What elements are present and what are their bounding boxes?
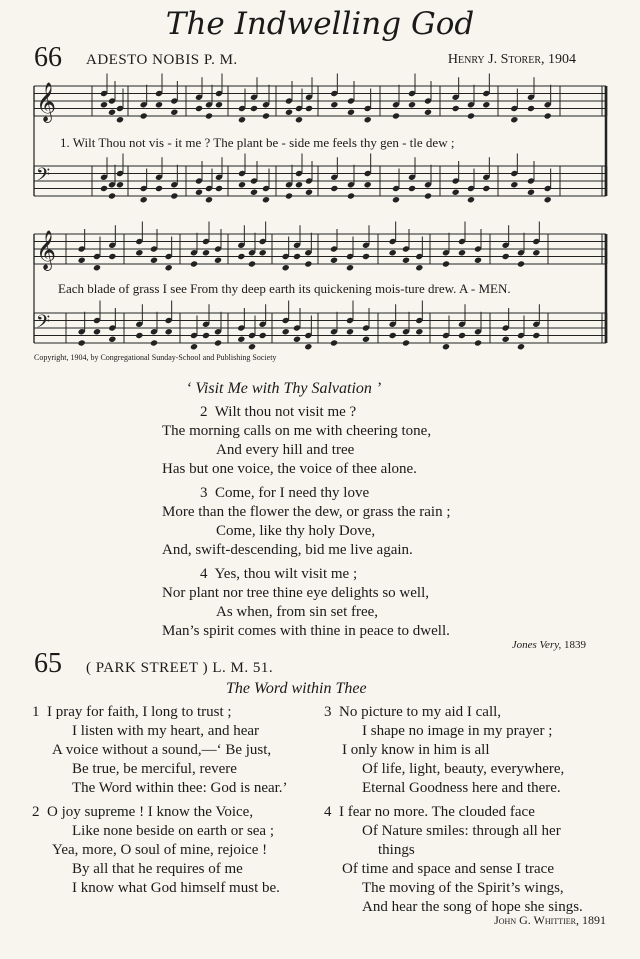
note-head	[517, 260, 525, 267]
note-head	[330, 185, 338, 192]
stanza-number: 3	[200, 485, 208, 501]
note-head	[165, 328, 173, 335]
note-head	[364, 181, 372, 188]
note-head	[402, 339, 410, 346]
page-title: The Indwelling God	[165, 6, 475, 42]
note-head	[527, 105, 535, 112]
note-head	[415, 264, 423, 271]
note-head	[155, 101, 163, 108]
note-head	[190, 260, 198, 267]
verse-line: A voice without a sound,—‘ Be just,	[52, 742, 272, 758]
note-head	[305, 189, 313, 196]
attribution-name: Jones Very,	[511, 639, 562, 651]
note-head	[195, 105, 203, 112]
section-title-65: The Word within Thee	[226, 680, 367, 697]
note-head	[482, 185, 490, 192]
note-head	[100, 185, 108, 192]
verse-line: Has but one voice, the voice of thee alone.	[162, 461, 417, 477]
lyric-line-2: Each blade of grass I see From thy deep earth its quickening mois-ture drew. A - MEN.	[58, 281, 511, 296]
verse-line: Wilt thou not visit me ?	[214, 404, 357, 420]
note-head	[502, 253, 510, 260]
note-head	[155, 185, 163, 192]
note-head	[442, 343, 450, 350]
note-head	[527, 189, 535, 196]
note-head	[474, 257, 482, 264]
attribution-66	[512, 639, 586, 651]
section-title-66: ‘ Visit Me with Thy Salvation ’	[186, 380, 382, 397]
note-head	[195, 189, 203, 196]
note-head	[330, 257, 338, 264]
stanza-number: 2	[200, 404, 208, 420]
note-head	[285, 192, 293, 199]
verse-line: More than the flower the dew, or grass the rain ;	[162, 504, 451, 520]
stanza-number: 2	[32, 804, 40, 820]
stanza-3	[162, 484, 451, 560]
verse-line: Of Nature smiles: through all her	[362, 823, 561, 839]
verse-line: Man’s spirit comes with thine in peace to dwell.	[162, 623, 450, 639]
note-head	[248, 343, 256, 350]
note-head	[150, 257, 158, 264]
verse-line: The morning calls on me with cheering tone,	[162, 423, 432, 439]
verse-line: Come, like thy holy Dove,	[216, 523, 376, 539]
note-head	[402, 257, 410, 264]
stanza-2	[162, 403, 431, 479]
note-head	[452, 105, 460, 112]
stanza-65-2	[32, 803, 280, 898]
note-head	[544, 196, 552, 203]
note-head	[467, 112, 475, 119]
note-head	[202, 249, 210, 256]
verse-line: Of life, light, beauty, everywhere,	[362, 761, 565, 777]
note-head	[93, 328, 101, 335]
note-head	[424, 192, 432, 199]
note-head	[304, 343, 312, 350]
note-head	[408, 185, 416, 192]
verse-line: The moving of the Spirit’s wings,	[362, 880, 564, 896]
bass-clef-icon: 𝄢	[36, 165, 51, 190]
verse-line: By all that he requires of me	[72, 861, 243, 877]
stanza-4	[162, 565, 450, 641]
attribution-year: 1839	[564, 639, 586, 651]
tune-name-65: ( PARK STREET ) L. M. 51.	[86, 660, 274, 676]
note-head	[140, 196, 148, 203]
note-head	[205, 112, 213, 119]
stanza-number: 4	[324, 804, 332, 820]
note-head	[362, 253, 370, 260]
note-head	[285, 109, 293, 116]
note-head	[442, 260, 450, 267]
note-head	[259, 332, 267, 339]
treble-clef-icon: 𝄞	[36, 230, 57, 270]
note-head	[304, 260, 312, 267]
stanza-65-3	[324, 703, 564, 798]
note-head	[510, 116, 518, 123]
note-head	[237, 253, 245, 260]
stanza-65-4	[324, 803, 583, 917]
note-head	[532, 249, 540, 256]
note-head	[135, 332, 143, 339]
stanza-number: 1	[32, 704, 40, 720]
copyright-notice: Copyright, 1904, by Congregational Sunday-School and Publishing Society	[34, 353, 277, 362]
hymn-author-66: Henry J. Storer, 1904	[447, 52, 576, 67]
stanza-number: 4	[200, 566, 208, 582]
note-head	[262, 112, 270, 119]
note-head	[389, 249, 397, 256]
note-head	[517, 343, 525, 350]
note-head	[458, 332, 466, 339]
lyric-line-1: 1. Wilt Thou not vis - it me ? The plant be - side me feels thy gen - tle dew ;	[60, 135, 455, 150]
note-head	[214, 257, 222, 264]
note-head	[215, 185, 223, 192]
note-head	[93, 264, 101, 271]
verse-line: Nor plant nor tree thine eye delights so well,	[162, 585, 430, 601]
note-head	[482, 101, 490, 108]
note-head	[259, 249, 267, 256]
note-head	[295, 116, 303, 123]
stanza-number: 3	[324, 704, 332, 720]
verse-line: Of time and space and sense I trace	[342, 861, 554, 877]
note-head	[135, 249, 143, 256]
note-head	[364, 116, 372, 123]
note-head	[250, 105, 258, 112]
verse-line: I shape no image in my prayer ;	[362, 723, 553, 739]
note-head	[389, 332, 397, 339]
note-head	[215, 101, 223, 108]
verse-line: I listen with my heart, and hear	[72, 723, 260, 739]
verse-line: No picture to my aid I call,	[339, 704, 502, 720]
verse-line: As when, from sin set free,	[216, 604, 379, 620]
note-head	[346, 328, 354, 335]
verse-line: Yes, thou wilt visit me ;	[214, 566, 358, 582]
note-head	[108, 192, 116, 199]
note-head	[408, 101, 416, 108]
verse-line: Eternal Goodness here and there.	[362, 780, 561, 796]
note-head	[78, 257, 86, 264]
note-head	[424, 109, 432, 116]
note-head	[238, 181, 246, 188]
note-head	[262, 196, 270, 203]
note-head	[250, 189, 258, 196]
note-head	[282, 264, 290, 271]
note-head	[502, 336, 510, 343]
note-head	[78, 339, 86, 346]
note-head	[347, 109, 355, 116]
note-head	[330, 339, 338, 346]
note-head	[190, 343, 198, 350]
note-head	[108, 336, 116, 343]
note-head	[170, 109, 178, 116]
note-head	[467, 196, 475, 203]
note-head	[458, 249, 466, 256]
note-head	[293, 253, 301, 260]
note-head	[392, 112, 400, 119]
note-head	[295, 181, 303, 188]
note-head	[347, 192, 355, 199]
note-head	[202, 332, 210, 339]
note-head	[238, 116, 246, 123]
verse-line: O joy supreme ! I know the Voice,	[47, 804, 254, 820]
hymn-number-65: 65	[34, 648, 62, 679]
verse-line: Come, for I need thy love	[215, 485, 370, 501]
note-head	[116, 181, 124, 188]
note-head	[165, 264, 173, 271]
note-head	[108, 109, 116, 116]
verse-line: The Word within thee: God is near.’	[72, 780, 288, 796]
stanza-65-1	[32, 703, 288, 798]
note-head	[346, 264, 354, 271]
verse-line: Like none beside on earth or sea ;	[72, 823, 275, 839]
tune-name-66: ADESTO NOBIS P. M.	[86, 52, 238, 68]
verse-line: And every hill and tree	[216, 442, 355, 458]
note-head	[237, 336, 245, 343]
note-head	[544, 112, 552, 119]
verse-line: things	[378, 842, 415, 858]
verse-line: Yea, more, O soul of mine, rejoice !	[52, 842, 268, 858]
note-head	[150, 339, 158, 346]
music-score	[0, 0, 640, 370]
note-head	[100, 101, 108, 108]
note-head	[474, 339, 482, 346]
verse-line: I only know in him is all	[342, 742, 490, 758]
note-head	[108, 253, 116, 260]
note-head	[293, 336, 301, 343]
note-head	[205, 196, 213, 203]
note-head	[510, 181, 518, 188]
note-head	[305, 105, 313, 112]
attribution-65: John G. Whittier, 1891	[494, 913, 606, 927]
verse-line: Be true, be merciful, revere	[72, 761, 237, 777]
note-head	[170, 192, 178, 199]
hymn-number-66: 66	[34, 42, 62, 73]
note-head	[392, 196, 400, 203]
note-head	[214, 339, 222, 346]
note-head	[532, 332, 540, 339]
note-head	[140, 112, 148, 119]
note-head	[452, 189, 460, 196]
note-head	[116, 116, 124, 123]
note-head	[330, 101, 338, 108]
verse-line: I know what God himself must be.	[72, 880, 280, 896]
treble-clef-icon: 𝄞	[36, 82, 57, 122]
verse-line: And hear the song of hope she sings.	[362, 899, 583, 915]
note-head	[362, 336, 370, 343]
note-head	[248, 260, 256, 267]
bass-clef-icon: 𝄢	[36, 312, 51, 337]
verse-line: I pray for faith, I long to trust ;	[47, 704, 232, 720]
verse-line: And, swift-descending, bid me live again.	[162, 542, 413, 558]
verse-line: I fear no more. The clouded face	[339, 804, 535, 820]
note-head	[282, 328, 290, 335]
note-head	[415, 328, 423, 335]
